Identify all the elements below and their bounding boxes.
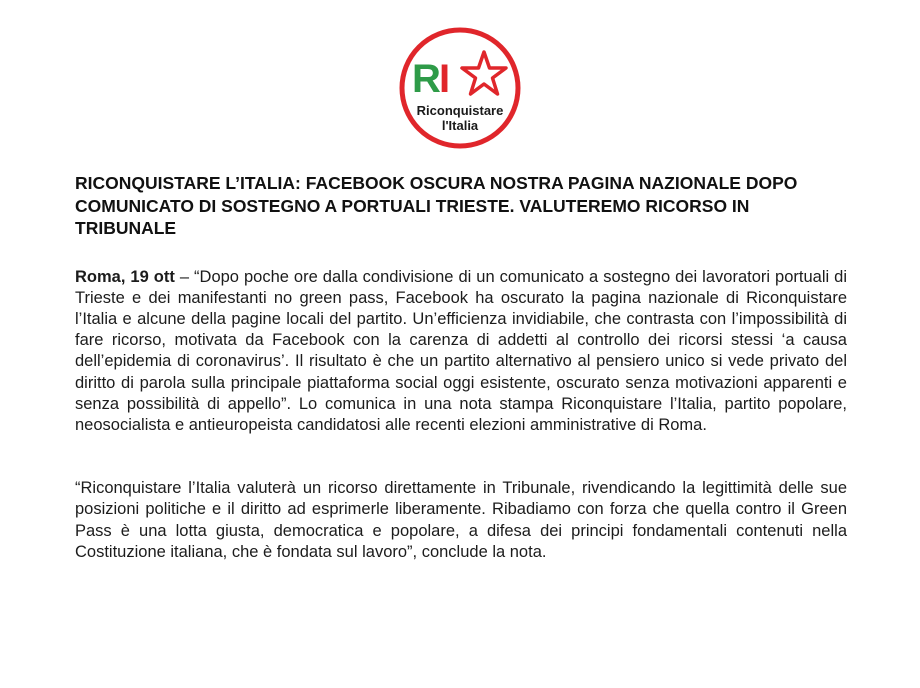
party-logo [398,26,522,150]
logo-mark-r: R [412,57,441,101]
logo-line1: Riconquistare [416,103,504,118]
paragraph-2: “Riconquistare l’Italia valuterà un ricorso direttamente in Tribunale, rivendicando la legittimità delle sue posizioni politiche e il diritto ad esprimerle liberamente. Ribadiamo con forza che quella contro il Green Pass è una lotta giusta, democratica e popolare, a difesa dei principi fondamentali contenuti nella Costituzione italiana, che è fondata sul lavoro”, conclude la nota. [75,479,847,561]
party-logo-graphic [398,26,522,150]
paragraph-1-body: – “Dopo poche ore dalla condivisione di un comunicato a sostegno dei lavoratori portuali di Trieste e dei manifestanti no green pass, Facebook ha oscurato la pagina nazionale di Riconquistare l’Italia e alcune della pagine locali del partito. Un’efficienza invidiabile, che contrasta con l’impossibilità di fare ricorso, motivata da Facebook con la carenza di addetti al controllo dei ricorsi stessi ‘a causa dell’epidemia di coronavirus’. Il risultato è che un partito alternativo al pensiero unico si vede privato del diritto di parola sulla principale piattaforma social oggi esistente, oscurato senza motivazioni apparenti e senza possibilità di appello”. Lo comunica in una nota stampa Riconquistare l’Italia, partito popolare, neosocialista e antieuropeista candidatosi alle recenti elezioni amministrative di Roma. [75,267,847,434]
logo-line2: l'Italia [441,118,479,133]
dateline: Roma, 19 ott [75,267,175,286]
paragraph-1 [75,267,847,437]
headline: RICONQUISTARE L’ITALIA: FACEBOOK OSCURA NOSTRA PAGINA NAZIONALE DOPO COMUNICATO DI SOSTEGNO A PORTUALI TRIESTE. VALUTEREMO RICORSO IN TRIBUNALE [75,173,798,238]
logo-mark-i: I [439,57,451,101]
press-release [75,172,847,563]
